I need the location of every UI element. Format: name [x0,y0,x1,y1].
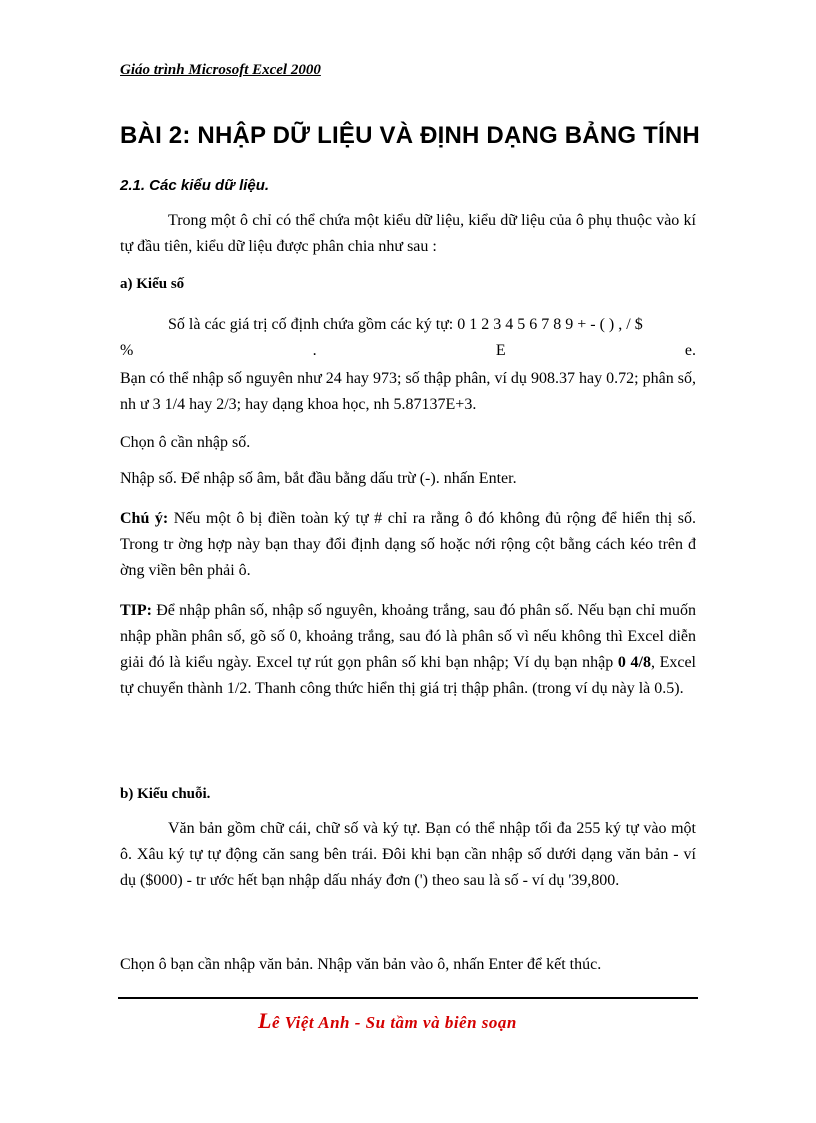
note-label: Chú ý: [120,510,169,527]
select-cell-paragraph: Chọn ô cần nhập số. [120,434,251,451]
number-examples-paragraph: Bạn có thể nhập số nguyên như 24 hay 973; số thập phân, ví dụ 908.37 hay 0.72; phân số, nh ư 3 1/4 hay 2/3; hay dạng khoa học, nh 5.87137E+3. [120,370,696,413]
symbol-E: E [495,342,506,359]
symbol-percent: % [120,342,134,359]
footer-credit [258,1008,517,1034]
number-chars-paragraph: Số là các giá trị cố định chứa gồm các ký tự: 0 1 2 3 4 5 6 7 8 9 + - ( ) , / $ [168,316,643,333]
footer-initial: L [258,1008,272,1033]
footer-divider [118,997,698,999]
section-heading: 2.1. Các kiểu dữ liệu. [120,177,270,194]
symbol-dot: . [312,342,317,359]
symbol-line [120,342,696,360]
tip-text-1: Để nhập phân số, nhập số nguyên, khoảng trắng, sau đó phân số. Nếu bạn chỉ muốn nhập phần phân số, gõ số 0, khoảng trắng, sau đó là phân số vì nếu không thì Excel diễn giải đó là kiểu ngày. Excel tự rút gọn phân số khi bạn nhập; Ví dụ bạn nhập [120,602,696,671]
string-instruction-paragraph: Chọn ô bạn cần nhập văn bản. Nhập văn bản vào ô, nhấn Enter để kết thúc. [120,956,602,973]
tip-example-bold: 0 4/8 [617,654,651,671]
subheading-number-type: a) Kiểu số [120,276,185,292]
footer-text: ê Việt Anh - Su tầm và biên soạn [271,1013,517,1032]
note-text: Nếu một ô bị điền toàn ký tự # chỉ ra rằng ô đó không đủ rộng để hiển thị số. Trong tr ờng hợp này bạn thay đổi định dạng số hoặc nới rộng cột bằng cách kéo trên đ ờng viền bên phải ô. [120,510,697,579]
symbol-e: e. [684,342,696,359]
enter-number-paragraph: Nhập số. Để nhập số âm, bắt đầu bằng dấu trừ (-). nhấn Enter. [120,470,517,487]
lesson-title: BÀI 2: NHẬP DỮ LIỆU VÀ ĐỊNH DẠNG BẢNG TÍNH [120,122,700,149]
intro-paragraph: Trong một ô chỉ có thể chứa một kiểu dữ liệu, kiểu dữ liệu của ô phụ thuộc vào kí tự đầu tiên, kiểu dữ liệu được phân chia như sau : [120,212,696,255]
tip-text-2: , Excel tự chuyển thành 1/2. Thanh công thức hiển thị giá trị thập phân. (trong ví dụ này là 0.5). [120,654,697,697]
subheading-string-type: b) Kiểu chuỗi. [120,786,211,802]
note-paragraph [120,506,696,584]
tip-label: TIP: [120,602,152,619]
running-header: Giáo trình Microsoft Excel 2000 [120,62,321,78]
tip-paragraph [120,598,696,702]
string-paragraph: Văn bản gồm chữ cái, chữ số và ký tự. Bạn có thể nhập tối đa 255 ký tự vào một ô. Xâu ký tự tự động căn sang bên trái. Đôi khi bạn cần nhập số dưới dạng văn bản - ví dụ ($000) - tr ước hết bạn nhập dấu nháy đơn (') theo sau là số - ví dụ '39,800. [120,820,696,889]
